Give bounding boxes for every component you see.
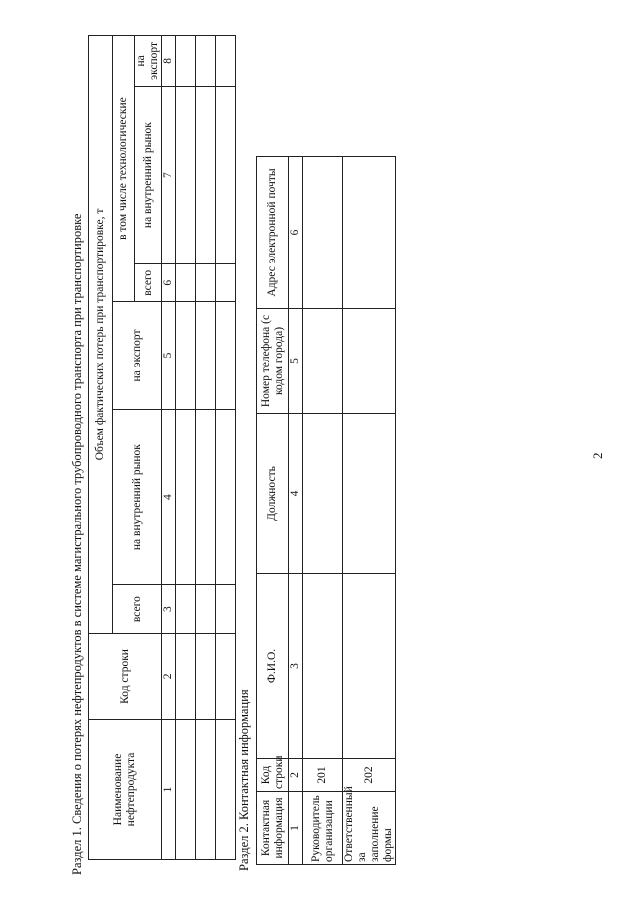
- header-email: Адрес электронной почты: [257, 157, 289, 309]
- table-row: [176, 36, 196, 860]
- col-num-7: 7: [162, 86, 176, 264]
- losses-table: [88, 35, 236, 860]
- header-position: Должность: [257, 414, 289, 574]
- col-num-6: 6: [162, 264, 176, 302]
- header-tech-export: на экспорт: [135, 36, 162, 87]
- col-num-8: 8: [162, 36, 176, 87]
- col-num-4: 4: [162, 409, 176, 585]
- col-num-2: 2: [162, 633, 176, 719]
- section1-title: Раздел 1. Сведения о потерях нефтепродуктов в системе магистрального трубопроводного транспорта при транспортировке: [70, 213, 84, 875]
- header-export: на экспорт: [113, 302, 162, 410]
- header-total: всего: [113, 585, 162, 633]
- col-num-6: 6: [289, 157, 303, 309]
- column-numbers-row: [289, 157, 303, 865]
- header-code: Код строки: [257, 759, 289, 792]
- page-number: 2: [590, 452, 605, 459]
- table-row: [196, 36, 216, 860]
- col-num-5: 5: [289, 309, 303, 414]
- col-num-1: 1: [289, 792, 303, 865]
- header-losses: Объем фактических потерь при транспортировке, т: [89, 36, 113, 634]
- table-row: [216, 36, 236, 860]
- row-label: Ответственный за заполнение формы: [343, 792, 396, 865]
- header-contact: Контактная информация: [257, 792, 289, 865]
- col-num-5: 5: [162, 302, 176, 410]
- table-row: [343, 157, 396, 865]
- table-row: [303, 157, 343, 865]
- header-tech-domestic: на внутренний рынок: [135, 86, 162, 264]
- header-fio: Ф.И.О.: [257, 574, 289, 759]
- header-row-code: Код строки: [89, 633, 162, 719]
- header-domestic: на внутренний рынок: [113, 409, 162, 585]
- contacts-table: [256, 156, 396, 865]
- row-code: 202: [343, 759, 396, 792]
- row-code: 201: [303, 759, 343, 792]
- row-label: Руководитель организации: [303, 792, 343, 865]
- col-num-3: 3: [162, 585, 176, 633]
- header-phone: Номер телефона (с кодом города): [257, 309, 289, 414]
- header-tech-total: всего: [135, 264, 162, 302]
- col-num-1: 1: [162, 720, 176, 860]
- header-incl-tech: в том числе технологические: [113, 36, 135, 302]
- section2-title: Раздел 2. Контактная информация: [237, 689, 251, 871]
- col-num-2: 2: [289, 759, 303, 792]
- column-numbers-row: [162, 36, 176, 860]
- col-num-3: 3: [289, 574, 303, 759]
- col-num-4: 4: [289, 414, 303, 574]
- header-product-name: Наименование нефтепродукта: [89, 720, 162, 860]
